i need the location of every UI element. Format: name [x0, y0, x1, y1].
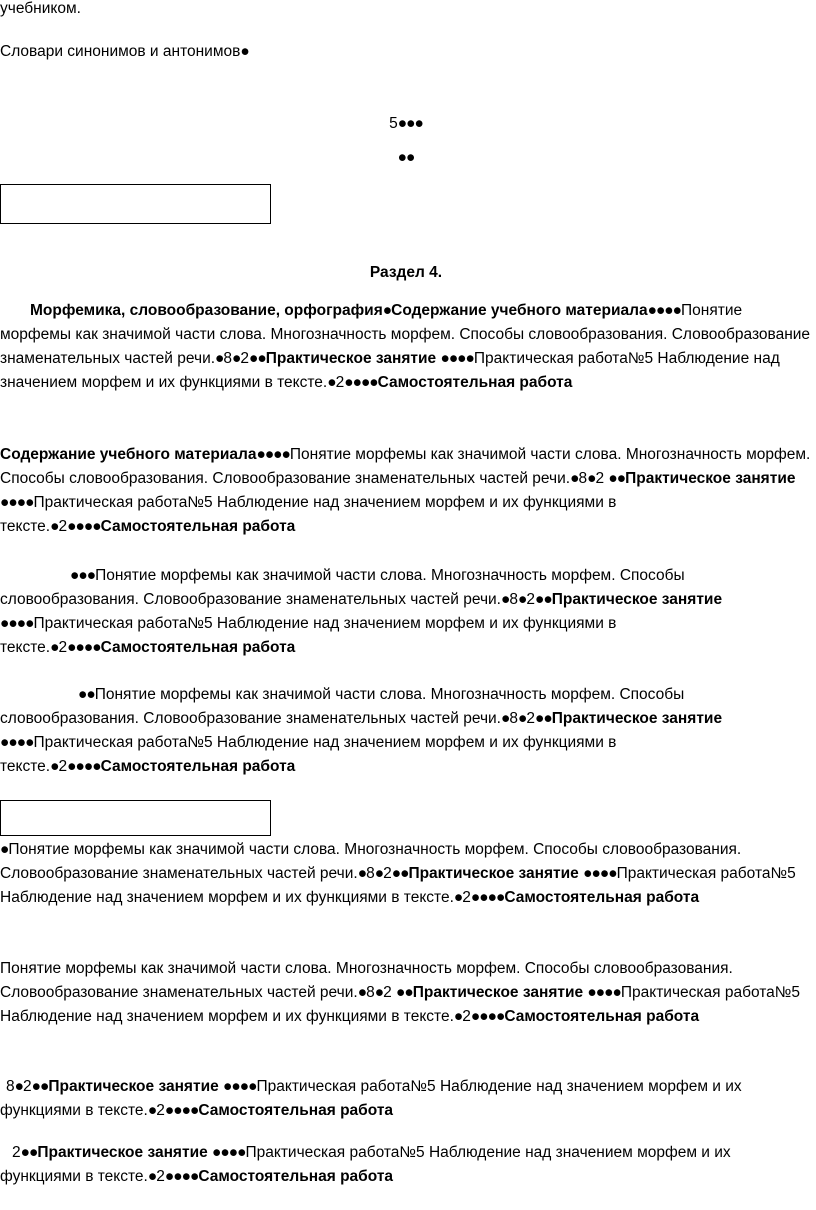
paragraph-6: Понятие морфемы как значимой части слова. Многозначность морфем. Способы словообразования. Словообразование знаменательных частей речи.●8●2 ●●Практическое занятие ●●●●Практическая работа№5 Наблюдение над значением морфем и их функциями в тексте.●2●●●●Самостоятельная работа — [0, 960, 801, 1025]
paragraph-2: Содержание учебного материала●●●●Понятие морфемы как значимой части слова. Многозначность морфем. Способы словообразования. Словообразование знаменательных частей речи.●8●2 ●●Практическое занятие ●●●●Практическая работа№5 Наблюдение над значением морфем и их функциями в тексте.●2●●●●Самостоятельная работа — [0, 446, 811, 535]
empty-box-2 — [0, 800, 271, 836]
paragraph-5: ●Понятие морфемы как значимой части слова. Многозначность морфем. Способы словообразования. Словообразование знаменательных частей речи.●8●2●●Практическое занятие ●●●●Практическая работа№5 Наблюдение над значением морфем и их функциями в тексте.●2●●●●Самостоятельная работа — [0, 841, 796, 906]
paragraph-8: 2●●Практическое занятие ●●●●Практическая работа№5 Наблюдение над значением морфем и их функциями в тексте.●2●●●●Самостоятельная работа — [0, 1144, 731, 1185]
dictionary-line: Словари синонимов и антонимов● — [0, 43, 249, 60]
paragraph-4: ●●Понятие морфемы как значимой части слова. Многозначность морфем. Способы словообразования. Словообразование знаменательных частей речи.●8●2●●Практическое занятие ●●●●Практическая работа№5 Наблюдение над значением морфем и их функциями в тексте.●2●●●●Самостоятельная работа — [0, 686, 723, 775]
paragraph-1: Морфемика, словообразование, орфография●Содержание учебного материала●●●●Понятие морфемы как значимой части слова. Многозначность морфем. Способы словообразования. Словообразование знаменательных частей речи.●8●2●●Практическое занятие ●●●●Практическая работа№5 Наблюдение над значением морфем и их функциями в тексте.●2●●●●Самостоятельная работа — [0, 302, 811, 391]
section-title: Раздел 4. — [369, 264, 443, 281]
page-dots: ●● — [397, 149, 415, 166]
paragraph-3: ●●●Понятие морфемы как значимой части слова. Многозначность морфем. Способы словообразования. Словообразование знаменательных частей речи.●8●2●●Практическое занятие ●●●●Практическая работа№5 Наблюдение над значением морфем и их функциями в тексте.●2●●●●Самостоятельная работа — [0, 567, 723, 656]
empty-box — [0, 184, 271, 224]
top-line: учебником. — [0, 0, 81, 17]
page-number: 5●●● — [389, 115, 423, 132]
paragraph-7: 8●2●●Практическое занятие ●●●●Практическая работа№5 Наблюдение над значением морфем и их функциями в тексте.●2●●●●Самостоятельная работа — [0, 1078, 742, 1119]
